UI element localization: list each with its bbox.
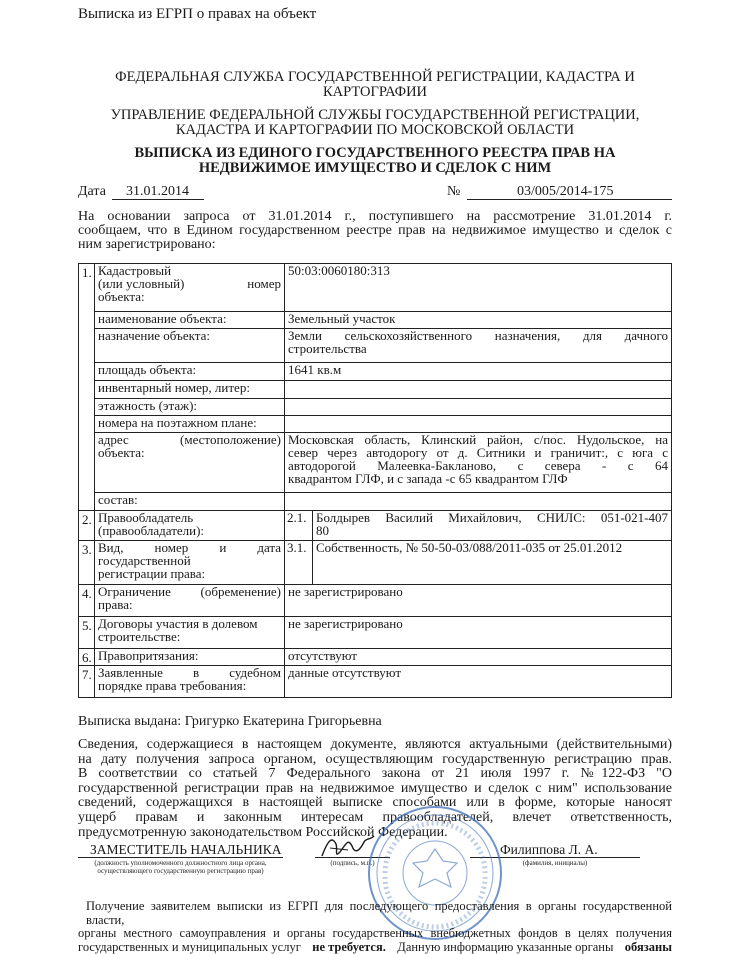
encumbrance-value: не зарегистрировано: [285, 585, 672, 617]
row-object-name: [79, 312, 672, 329]
composition-value: [285, 493, 672, 511]
purpose-label: назначение объекта:: [95, 329, 285, 363]
row-claims: [79, 649, 672, 666]
footer-line-3: [78, 941, 672, 954]
owner-value-2: 80: [316, 524, 668, 537]
department-name: [78, 108, 672, 138]
footer-line-3a: государственных и муниципальных услуг: [78, 941, 301, 954]
right-label-1d: дата: [257, 541, 281, 554]
floor-plan-value: [285, 416, 672, 433]
encumbrance-label-2: права:: [98, 598, 281, 611]
right-label-1c: и: [219, 541, 226, 554]
agency-line-1: ФЕДЕРАЛЬНАЯ СЛУЖБА ГОСУДАРСТВЕННОЙ РЕГИСТРАЦИИ, КАДАСТРА И: [78, 70, 672, 85]
register-table: [78, 263, 672, 698]
right-value: Собственность, № 50-50-03/088/2011-035 от 25.01.2012: [313, 541, 672, 585]
purpose-value-2: строительства: [288, 342, 668, 355]
cadastral-label-3: объекта:: [98, 290, 281, 303]
floors-label: этажность (этаж):: [95, 399, 285, 416]
address-label-2: объекта:: [98, 446, 281, 459]
shared-label-1: Договоры участия в долевом: [98, 617, 281, 630]
intro-line-3: ним зарегистрировано:: [78, 238, 672, 252]
signature-caption: (подпись, м.п.): [315, 859, 390, 867]
number-underline: [467, 199, 672, 200]
row-number-3: 3.: [79, 541, 95, 585]
notice-line-1: Сведения, содержащиеся в настоящем документе, являются актуальными (действительными): [78, 738, 672, 753]
right-label-2: государственной: [98, 554, 281, 567]
area-label: площадь объекта:: [95, 363, 285, 381]
footer-line-2: органы местного самоуправления и органы государственных внебюджетных фондов в целях получения: [78, 927, 672, 941]
right-label-1a: Вид,: [98, 541, 124, 554]
owner-label-1: Правообладатель: [98, 511, 281, 524]
footer-line-3b: не требуется.: [312, 941, 386, 954]
signer-caption: (фамилия, инициалы): [470, 859, 640, 867]
notice-line-6: ущерб правам и законным интересам правообладателей, влечет ответственность,: [78, 811, 672, 826]
address-value-4: квадрантом ГЛФ, и с запада -с 65 квадрантом ГЛФ: [288, 472, 668, 485]
notice-line-3: В соответствии со статьей 7 Федерального закона от 21 июля 1997 г. №122-ФЗ "О: [78, 767, 672, 782]
row-shared-construction: [79, 617, 672, 649]
floor-plan-label: номера на поэтажном плане:: [95, 416, 285, 433]
date-value: 31.01.2014: [126, 184, 189, 200]
footer-line-3c: Данную информацию указанные органы: [397, 941, 613, 954]
claims-value: отсутствуют: [285, 649, 672, 666]
address-label-1a: адрес: [98, 433, 129, 446]
intro-line-2: сообщаем, что в Едином государственном реестре прав на недвижимое имущество и сделок с: [78, 224, 672, 238]
title-line-2: НЕДВИЖИМОЕ ИМУЩЕСТВО И СДЕЛОК С НИМ: [78, 161, 672, 176]
address-label: [95, 433, 285, 493]
shared-label-2: строительстве:: [98, 630, 281, 643]
row-purpose: [79, 329, 672, 363]
area-value: 1641 кв.м: [285, 363, 672, 381]
position-caption-2: осуществляющего государственную регистрацию прав): [78, 867, 283, 875]
title-line-1: ВЫПИСКА ИЗ ЕДИНОГО ГОСУДАРСТВЕННОГО РЕЕСТРА ПРАВ НА: [78, 146, 672, 161]
issued-to: Выписка выдана: Григурко Екатерина Григорьевна: [78, 714, 382, 730]
court-label-1c: судебном: [229, 666, 281, 679]
encumbrance-label-1a: Ограничение: [98, 585, 171, 598]
row-floor-plan: [79, 416, 672, 433]
inventory-label: инвентарный номер, литер:: [95, 381, 285, 399]
intro-paragraph: [78, 210, 672, 252]
court-label-1b: в: [193, 666, 199, 679]
document-title: [78, 146, 672, 176]
dept-line-1: УПРАВЛЕНИЕ ФЕДЕРАЛЬНОЙ СЛУЖБЫ ГОСУДАРСТВЕННОЙ РЕГИСТРАЦИИ,: [78, 108, 672, 123]
right-label: [95, 541, 285, 585]
position-caption: [78, 859, 283, 875]
notice-line-5: сведений, содержащихся в настоящей выписке способами или в форме, которые наносят: [78, 796, 672, 811]
claims-label: Правопритязания:: [95, 649, 285, 666]
row-address: [79, 433, 672, 493]
court-label-1a: Заявленные: [98, 666, 163, 679]
inventory-value: [285, 381, 672, 399]
address-label-1b: (местоположение): [180, 433, 281, 446]
address-value: [285, 433, 672, 493]
purpose-value: [285, 329, 672, 363]
court-label-2: порядке права требования:: [98, 679, 281, 692]
row-court-claims: [79, 666, 672, 698]
notice-line-2: на дату получения запроса органом, осуществляющим государственную регистрацию прав.: [78, 753, 672, 768]
dept-line-2: КАДАСТРА И КАРТОГРАФИИ ПО МОСКОВСКОЙ ОБЛАСТИ: [78, 123, 672, 138]
agency-name: [78, 70, 672, 100]
right-label-1b: номер: [155, 541, 189, 554]
cadastral-value: 50:03:0060180:313: [285, 264, 672, 312]
owner-value-1: Болдырев Василий Михайлович, СНИЛС: 051-021-407: [316, 511, 668, 524]
footer-note: [78, 900, 672, 954]
address-value-1: Московская область, Клинский район, с/пос. Нудольское, на: [288, 433, 668, 446]
address-value-2: север через автодорогу от д. Ситники и граничит:, с юга с: [288, 446, 668, 459]
court-claims-value: данные отсутствуют: [285, 666, 672, 698]
intro-line-1: На основании запроса от 31.01.2014 г., поступившего на рассмотрение 31.01.2014 г.: [78, 210, 672, 224]
date-underline: [112, 199, 204, 200]
court-claims-label: [95, 666, 285, 698]
right-subnumber: 3.1.: [285, 541, 313, 585]
cadastral-label: [95, 264, 285, 312]
cadastral-label-2b: номер: [247, 277, 281, 290]
address-value-3: автодорогой Малеевка-Бакланово, с севера - с 64: [288, 459, 668, 472]
cadastral-label-1: Кадастровый: [98, 264, 281, 277]
purpose-value-1: Земли сельскохозяйственного назначения, для дачного: [288, 329, 668, 342]
encumbrance-label: [95, 585, 285, 617]
object-name-label: наименование объекта:: [95, 312, 285, 329]
notice-line-4: государственной регистрации прав на недвижимое имущество и сделок с ним" использование: [78, 782, 672, 797]
footer-line-3d: обязаны: [625, 941, 672, 954]
composition-label: состав:: [95, 493, 285, 511]
row-composition: [79, 493, 672, 511]
signer-name: Филиппова Л. А.: [500, 842, 598, 858]
row-right: [79, 541, 672, 585]
row-cadastral: [79, 264, 672, 312]
row-number-1: 1.: [79, 264, 95, 511]
row-inventory: [79, 381, 672, 399]
footer-line-1: Получение заявителем выписки из ЕГРП для последующего предоставления в органы государственной власти,: [78, 900, 672, 927]
floors-value: [285, 399, 672, 416]
owner-label-2: (правообладатели):: [98, 524, 281, 537]
position-underline: [78, 857, 283, 858]
owner-subnumber: 2.1.: [285, 511, 313, 541]
row-number-7: 7.: [79, 666, 95, 698]
row-number-5: 5.: [79, 617, 95, 649]
owner-label: [95, 511, 285, 541]
owner-value: [313, 511, 672, 541]
row-owner: [79, 511, 672, 541]
notice-line-7: предусмотренную законодательством Российской Федерации.: [78, 826, 672, 841]
agency-line-2: КАРТОГРАФИИ: [78, 85, 672, 100]
date-label: Дата: [78, 184, 106, 200]
row-number-4: 4.: [79, 585, 95, 617]
object-name-value: Земельный участок: [285, 312, 672, 329]
top-caption: Выписка из ЕГРП о правах на объект: [78, 6, 316, 23]
row-encumbrance: [79, 585, 672, 617]
position-caption-1: (должность уполномоченного должностного лица органа,: [78, 859, 283, 867]
row-number-2: 2.: [79, 511, 95, 541]
shared-construction-value: не зарегистрировано: [285, 617, 672, 649]
number-value: 03/005/2014-175: [517, 184, 613, 200]
signer-position: ЗАМЕСТИТЕЛЬ НАЧАЛЬНИКА: [90, 842, 282, 858]
right-label-3: регистрации права:: [98, 567, 281, 580]
cadastral-label-2a: (или условный): [98, 277, 184, 290]
number-label: №: [447, 184, 460, 200]
encumbrance-label-1b: (обременение): [201, 585, 281, 598]
row-area: [79, 363, 672, 381]
shared-construction-label: [95, 617, 285, 649]
row-number-6: 6.: [79, 649, 95, 666]
row-floors: [79, 399, 672, 416]
